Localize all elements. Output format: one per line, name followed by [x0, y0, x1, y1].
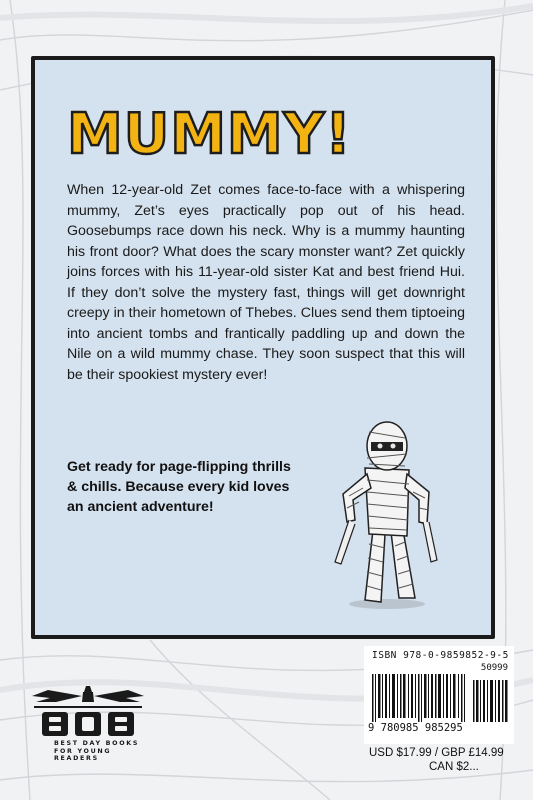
bdb-letters-logo	[28, 710, 148, 740]
tagline-text: Get ready for page-flipping thrills & chills. Because every kid loves an ancient adventure!	[67, 459, 291, 515]
publisher-logo	[28, 684, 148, 766]
publisher-name: BEST DAY BOOKS	[54, 740, 140, 747]
synopsis-text: When 12-year-old Zet comes face-to-face with a whispering mummy, Zet’s eyes practically pop out of his head. Goosebumps race down his neck. Why is a mummy haunting his front door? What does the scary monster want? Zet quickly joins forces with his 11-year-old sister Kat and best friend Hui. If they don’t solve the mystery fast, things will get downright creepy in their hometown of Thebes. Clues send them tiptoeing into ancient tombs and frantically paddling up and down the Nile on a wild mummy chase. They soon suspect that this will be their spookiest mystery ever!	[67, 182, 465, 383]
barcode-addon: 50999	[480, 663, 508, 673]
barcode-area	[364, 646, 514, 744]
price-usd-gbp: USD $17.99 / GBP £14.99	[369, 747, 504, 759]
book-title: MUMMY!	[67, 102, 352, 167]
barcode-bars	[370, 674, 510, 722]
synopsis-panel	[31, 56, 495, 639]
barcode-digits: 9 780985 985295	[368, 722, 463, 734]
mummy-illustration	[325, 412, 445, 612]
isbn-text: ISBN 978-0-9859852-9-5	[372, 650, 509, 661]
price-can: CAN $2...	[429, 761, 479, 773]
publisher-tagline: FOR YOUNG READERS	[54, 748, 112, 762]
